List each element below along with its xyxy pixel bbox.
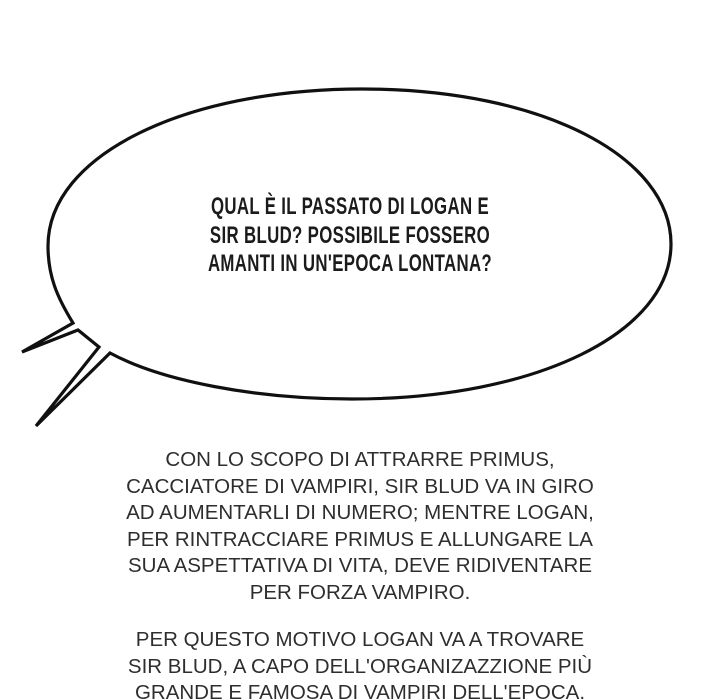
narration-line: AD AUMENTARLI DI NUMERO; MENTRE LOGAN, — [126, 501, 594, 524]
speech-line: QUAL È IL PASSATO DI LOGAN E — [210, 193, 490, 220]
narration-line: PER QUESTO MOTIVO LOGAN VA A TROVARE — [135, 628, 585, 651]
narration-line: CON LO SCOPO DI ATTRARRE PRIMUS, — [165, 448, 555, 471]
narration-line: CACCIATORE DI VAMPIRI, SIR BLUD VA IN GIRO — [126, 474, 594, 498]
narration-line: PER RINTRACCIARE PRIMUS E ALLUNGARE LA — [127, 527, 593, 551]
speech-bubble-text — [126, 193, 574, 279]
speech-line: AMANTI IN UN'EPOCA LONTANA? — [207, 250, 493, 277]
narration-paragraph-2 — [0, 627, 720, 700]
narration-paragraph-1 — [0, 447, 720, 606]
narration-line: SIR BLUD, A CAPO DELL'ORGANIZAZZIONE PIÙ — [127, 654, 593, 678]
narration-line: SUA ASPETTATIVA DI VITA, DEVE RIDIVENTARE — [127, 554, 592, 577]
narration-line: GRANDE E FAMOSA DI VAMPIRI DELL'EPOCA. — [134, 681, 586, 700]
narration-line: PER FORZA VAMPIRO. — [249, 580, 471, 604]
speech-line: SIR BLUD? POSSIBILE FOSSERO — [209, 221, 491, 249]
